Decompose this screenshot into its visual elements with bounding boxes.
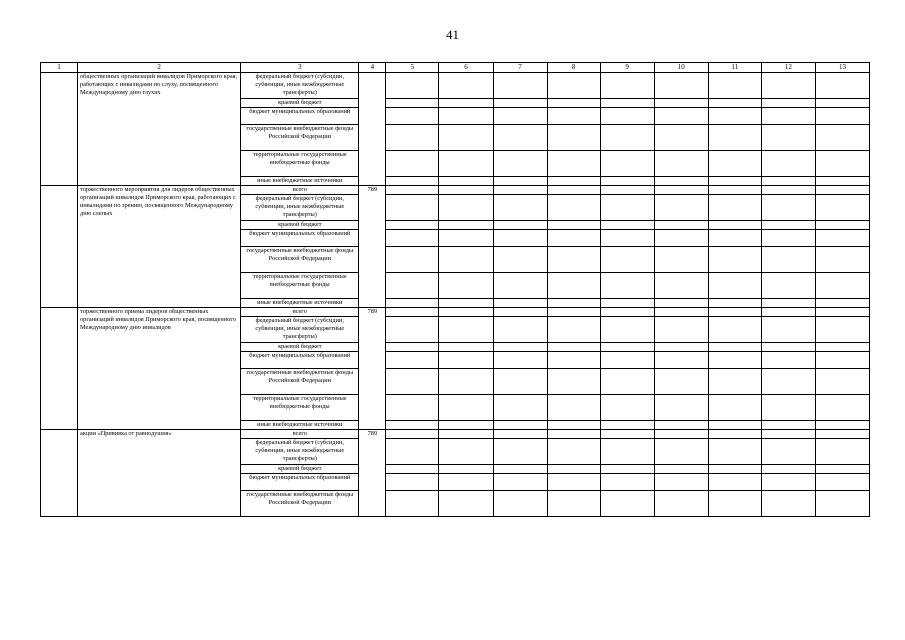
value-cell — [654, 395, 708, 421]
value-cell — [815, 491, 869, 517]
value-cell — [493, 308, 547, 317]
header-cell: 3 — [241, 63, 359, 73]
value-cell — [654, 369, 708, 395]
value-cell — [493, 99, 547, 108]
value-cell — [708, 308, 761, 317]
value-cell — [547, 308, 600, 317]
funding-source-cell: всего — [241, 308, 359, 317]
value-cell — [493, 151, 547, 177]
funding-source-cell: федеральный бюджет (субсидии, субвенции, иные межбюджетные трансферты) — [241, 73, 359, 99]
value-cell — [654, 439, 708, 465]
funding-source-cell: краевой бюджет — [241, 221, 359, 230]
value-cell — [654, 247, 708, 273]
value-cell — [493, 299, 547, 308]
value-cell — [654, 491, 708, 517]
value-cell — [493, 395, 547, 421]
value-cell — [547, 151, 600, 177]
value-cell — [386, 221, 439, 230]
value-cell — [815, 99, 869, 108]
value-cell — [815, 308, 869, 317]
header-cell: 6 — [439, 63, 493, 73]
value-cell — [493, 247, 547, 273]
value-cell — [761, 125, 815, 151]
header-cell: 5 — [386, 63, 439, 73]
funding-source-cell: государственные внебюджетные фонды Российской Федерации — [241, 125, 359, 151]
value-cell — [815, 421, 869, 430]
funding-source-cell: федеральный бюджет (субсидии, субвенции, иные межбюджетные трансферты) — [241, 439, 359, 465]
value-cell — [600, 465, 654, 474]
value-cell — [708, 352, 761, 369]
value-cell — [708, 186, 761, 195]
value-cell — [761, 108, 815, 125]
funding-source-cell: государственные внебюджетные фонды Российской Федерации — [241, 369, 359, 395]
value-cell — [654, 299, 708, 308]
value-cell — [439, 230, 493, 247]
value-cell — [761, 151, 815, 177]
value-cell — [493, 186, 547, 195]
value-cell — [761, 352, 815, 369]
value-cell — [547, 299, 600, 308]
value-cell — [815, 299, 869, 308]
value-cell — [547, 369, 600, 395]
event-name-cell: акции «Прививка от равнодушия» — [78, 430, 241, 517]
value-cell — [547, 230, 600, 247]
value-cell — [654, 317, 708, 343]
value-cell — [815, 108, 869, 125]
value-cell — [654, 352, 708, 369]
value-cell — [386, 421, 439, 430]
event-name-cell: торжественного мероприятия для лидеров общественных организаций инвалидов Приморского края, работающих с инвалидами по зрению, посвященного Международному дню слепых — [78, 186, 241, 308]
value-cell — [493, 177, 547, 186]
value-cell — [493, 421, 547, 430]
value-cell — [439, 221, 493, 230]
table-row — [41, 308, 870, 317]
value-cell — [600, 308, 654, 317]
header-cell: 13 — [815, 63, 869, 73]
value-cell — [600, 369, 654, 395]
value-cell — [654, 151, 708, 177]
value-cell — [761, 439, 815, 465]
header-cell: 4 — [359, 63, 386, 73]
value-cell — [708, 317, 761, 343]
funding-source-cell: бюджет муниципальных образований — [241, 352, 359, 369]
header-row — [41, 63, 870, 73]
value-cell — [815, 221, 869, 230]
value-cell — [547, 491, 600, 517]
value-cell — [708, 195, 761, 221]
value-cell — [815, 465, 869, 474]
value-cell — [386, 439, 439, 465]
value-cell — [493, 465, 547, 474]
row-number-cell — [41, 430, 78, 517]
value-cell — [654, 308, 708, 317]
funding-source-cell: всего — [241, 430, 359, 439]
row-number-cell — [41, 308, 78, 430]
value-cell — [493, 125, 547, 151]
value-cell — [600, 221, 654, 230]
value-cell — [439, 369, 493, 395]
funding-source-cell: иные внебюджетные источники — [241, 421, 359, 430]
value-cell — [439, 395, 493, 421]
value-cell — [708, 177, 761, 186]
value-cell — [815, 395, 869, 421]
header-cell: 10 — [654, 63, 708, 73]
value-cell — [439, 491, 493, 517]
value-cell — [493, 108, 547, 125]
funding-source-cell: территориальные государственные внебюджетные фонды — [241, 273, 359, 299]
header-cell: 2 — [78, 63, 241, 73]
header-cell: 9 — [600, 63, 654, 73]
value-cell — [600, 299, 654, 308]
value-cell — [439, 195, 493, 221]
value-cell — [815, 177, 869, 186]
value-cell — [386, 369, 439, 395]
value-cell — [547, 273, 600, 299]
value-cell — [600, 430, 654, 439]
value-cell — [654, 125, 708, 151]
table-row — [41, 73, 870, 99]
value-cell — [708, 125, 761, 151]
value-cell — [547, 177, 600, 186]
value-cell — [654, 230, 708, 247]
value-cell — [761, 465, 815, 474]
value-cell — [547, 439, 600, 465]
value-cell — [708, 108, 761, 125]
value-cell — [815, 186, 869, 195]
code-cell: 789 — [359, 308, 386, 430]
value-cell — [815, 273, 869, 299]
value-cell — [761, 395, 815, 421]
value-cell — [708, 430, 761, 439]
value-cell — [600, 230, 654, 247]
value-cell — [439, 474, 493, 491]
value-cell — [439, 308, 493, 317]
value-cell — [654, 273, 708, 299]
value-cell — [493, 439, 547, 465]
value-cell — [547, 125, 600, 151]
value-cell — [386, 317, 439, 343]
value-cell — [654, 343, 708, 352]
value-cell — [386, 395, 439, 421]
value-cell — [493, 352, 547, 369]
value-cell — [761, 491, 815, 517]
value-cell — [547, 352, 600, 369]
value-cell — [708, 151, 761, 177]
funding-source-cell: иные внебюджетные источники — [241, 177, 359, 186]
value-cell — [815, 430, 869, 439]
value-cell — [600, 352, 654, 369]
value-cell — [761, 343, 815, 352]
value-cell — [761, 308, 815, 317]
page-number: 41 — [446, 27, 459, 42]
value-cell — [386, 73, 439, 99]
value-cell — [761, 273, 815, 299]
value-cell — [654, 73, 708, 99]
value-cell — [386, 108, 439, 125]
funding-source-cell: бюджет муниципальных образований — [241, 108, 359, 125]
value-cell — [386, 299, 439, 308]
value-cell — [600, 439, 654, 465]
header-cell: 7 — [493, 63, 547, 73]
value-cell — [708, 491, 761, 517]
value-cell — [547, 343, 600, 352]
value-cell — [547, 221, 600, 230]
funding-source-cell: государственные внебюджетные фонды Российской Федерации — [241, 491, 359, 517]
value-cell — [600, 247, 654, 273]
value-cell — [708, 221, 761, 230]
value-cell — [815, 343, 869, 352]
funding-source-cell: территориальные государственные внебюджетные фонды — [241, 151, 359, 177]
value-cell — [600, 177, 654, 186]
value-cell — [654, 186, 708, 195]
header-cell: 11 — [708, 63, 761, 73]
value-cell — [815, 247, 869, 273]
value-cell — [761, 299, 815, 308]
value-cell — [708, 247, 761, 273]
value-cell — [493, 73, 547, 99]
value-cell — [600, 186, 654, 195]
value-cell — [815, 230, 869, 247]
funding-source-cell: бюджет муниципальных образований — [241, 474, 359, 491]
funding-source-cell: территориальные государственные внебюджетные фонды — [241, 395, 359, 421]
value-cell — [386, 186, 439, 195]
value-cell — [815, 125, 869, 151]
row-number-cell — [41, 186, 78, 308]
value-cell — [761, 221, 815, 230]
funding-source-cell: иные внебюджетные источники — [241, 299, 359, 308]
value-cell — [386, 273, 439, 299]
value-cell — [547, 186, 600, 195]
value-cell — [654, 221, 708, 230]
value-cell — [439, 99, 493, 108]
value-cell — [600, 195, 654, 221]
value-cell — [439, 299, 493, 308]
event-name-cell: торжественного приема лидеров общественных организаций инвалидов Приморского края, посвященного Международному дню инвалидов — [78, 308, 241, 430]
value-cell — [654, 465, 708, 474]
value-cell — [439, 352, 493, 369]
value-cell — [386, 177, 439, 186]
value-cell — [600, 421, 654, 430]
value-cell — [761, 247, 815, 273]
value-cell — [761, 195, 815, 221]
value-cell — [761, 73, 815, 99]
funding-source-cell: краевой бюджет — [241, 343, 359, 352]
value-cell — [654, 421, 708, 430]
value-cell — [600, 343, 654, 352]
value-cell — [761, 186, 815, 195]
value-cell — [815, 73, 869, 99]
value-cell — [708, 474, 761, 491]
value-cell — [547, 395, 600, 421]
value-cell — [547, 421, 600, 430]
value-cell — [439, 343, 493, 352]
value-cell — [386, 247, 439, 273]
value-cell — [600, 317, 654, 343]
value-cell — [386, 308, 439, 317]
value-cell — [708, 73, 761, 99]
value-cell — [815, 474, 869, 491]
value-cell — [439, 273, 493, 299]
value-cell — [439, 73, 493, 99]
value-cell — [815, 369, 869, 395]
value-cell — [654, 430, 708, 439]
value-cell — [600, 108, 654, 125]
value-cell — [815, 151, 869, 177]
value-cell — [547, 465, 600, 474]
value-cell — [761, 474, 815, 491]
value-cell — [386, 125, 439, 151]
header-cell: 8 — [547, 63, 600, 73]
funding-source-cell: краевой бюджет — [241, 465, 359, 474]
value-cell — [708, 230, 761, 247]
value-cell — [493, 474, 547, 491]
value-cell — [708, 395, 761, 421]
value-cell — [439, 108, 493, 125]
value-cell — [439, 186, 493, 195]
value-cell — [386, 352, 439, 369]
value-cell — [761, 99, 815, 108]
value-cell — [815, 352, 869, 369]
value-cell — [386, 99, 439, 108]
value-cell — [493, 343, 547, 352]
value-cell — [493, 317, 547, 343]
value-cell — [386, 230, 439, 247]
budget-table-body — [41, 63, 870, 517]
value-cell — [815, 317, 869, 343]
funding-source-cell: государственные внебюджетные фонды Российской Федерации — [241, 247, 359, 273]
value-cell — [547, 73, 600, 99]
value-cell — [708, 343, 761, 352]
value-cell — [386, 474, 439, 491]
value-cell — [654, 108, 708, 125]
value-cell — [493, 273, 547, 299]
value-cell — [439, 421, 493, 430]
value-cell — [439, 125, 493, 151]
value-cell — [708, 273, 761, 299]
value-cell — [439, 177, 493, 186]
value-cell — [761, 230, 815, 247]
value-cell — [815, 195, 869, 221]
value-cell — [439, 439, 493, 465]
value-cell — [600, 395, 654, 421]
value-cell — [439, 151, 493, 177]
value-cell — [708, 421, 761, 430]
code-cell — [359, 73, 386, 186]
value-cell — [386, 195, 439, 221]
funding-source-cell: федеральный бюджет (субсидии, субвенции, иные межбюджетные трансферты) — [241, 195, 359, 221]
value-cell — [761, 317, 815, 343]
value-cell — [439, 430, 493, 439]
value-cell — [547, 430, 600, 439]
value-cell — [708, 465, 761, 474]
table-row — [41, 186, 870, 195]
value-cell — [654, 177, 708, 186]
value-cell — [439, 465, 493, 474]
value-cell — [547, 195, 600, 221]
value-cell — [708, 369, 761, 395]
value-cell — [386, 151, 439, 177]
value-cell — [761, 430, 815, 439]
value-cell — [493, 221, 547, 230]
value-cell — [493, 195, 547, 221]
value-cell — [600, 99, 654, 108]
funding-source-cell: всего — [241, 186, 359, 195]
value-cell — [654, 99, 708, 108]
value-cell — [600, 491, 654, 517]
value-cell — [761, 369, 815, 395]
value-cell — [708, 299, 761, 308]
budget-table — [40, 62, 870, 517]
value-cell — [654, 195, 708, 221]
value-cell — [386, 491, 439, 517]
row-number-cell — [41, 73, 78, 186]
event-name-cell: общественных организаций инвалидов Приморского края, работающих с инвалидами по слуху, посвященного Международному дню глухих — [78, 73, 241, 186]
funding-source-cell: краевой бюджет — [241, 99, 359, 108]
value-cell — [547, 247, 600, 273]
value-cell — [761, 177, 815, 186]
value-cell — [439, 247, 493, 273]
value-cell — [761, 421, 815, 430]
value-cell — [600, 151, 654, 177]
value-cell — [600, 73, 654, 99]
value-cell — [654, 474, 708, 491]
value-cell — [439, 317, 493, 343]
value-cell — [547, 317, 600, 343]
value-cell — [708, 99, 761, 108]
header-cell: 12 — [761, 63, 815, 73]
value-cell — [493, 430, 547, 439]
table-row — [41, 430, 870, 439]
value-cell — [547, 99, 600, 108]
budget-table-container — [40, 62, 870, 517]
value-cell — [386, 343, 439, 352]
code-cell: 789 — [359, 430, 386, 517]
value-cell — [386, 430, 439, 439]
value-cell — [708, 439, 761, 465]
value-cell — [600, 125, 654, 151]
header-cell: 1 — [41, 63, 78, 73]
value-cell — [386, 465, 439, 474]
value-cell — [547, 474, 600, 491]
value-cell — [493, 491, 547, 517]
funding-source-cell: федеральный бюджет (субсидии, субвенции, иные межбюджетные трансферты) — [241, 317, 359, 343]
value-cell — [493, 230, 547, 247]
value-cell — [815, 439, 869, 465]
code-cell: 789 — [359, 186, 386, 308]
value-cell — [600, 273, 654, 299]
value-cell — [493, 369, 547, 395]
funding-source-cell: бюджет муниципальных образований — [241, 230, 359, 247]
value-cell — [600, 474, 654, 491]
value-cell — [547, 108, 600, 125]
